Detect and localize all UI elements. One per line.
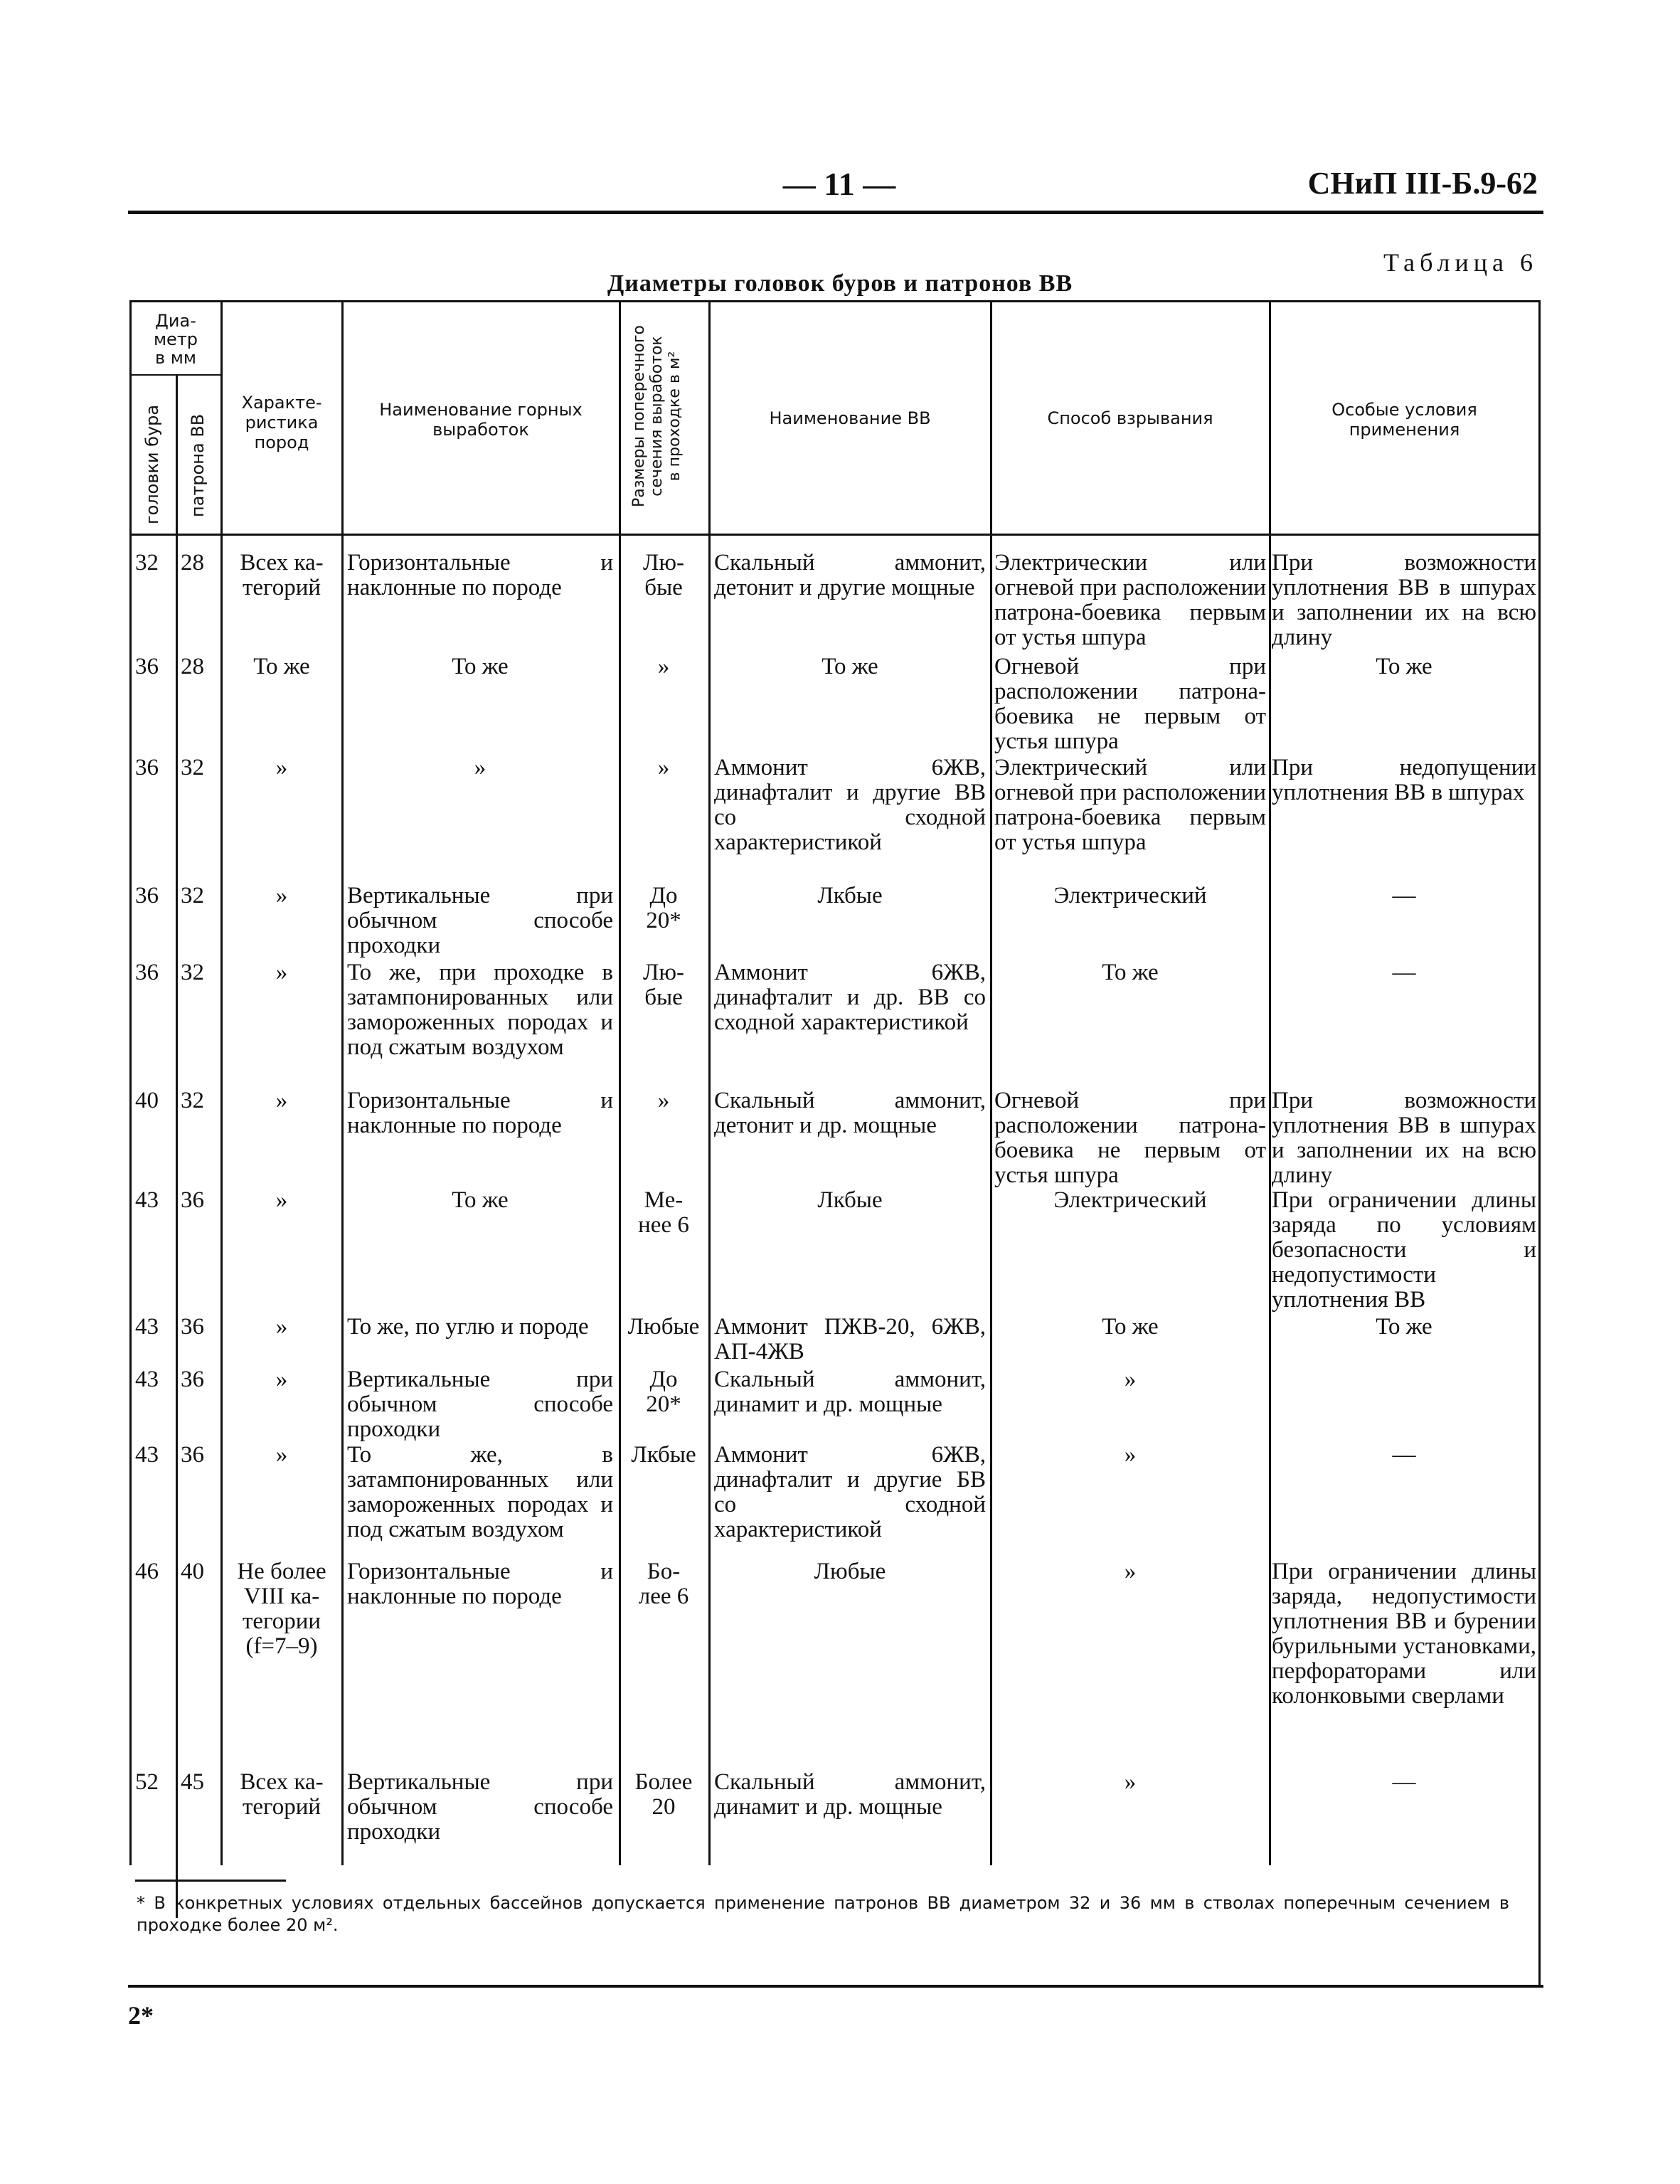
cell-workings: То же [452,1187,509,1213]
table-bottom-rule [128,1985,1543,1988]
cell-cartridge-diameter: 32 [181,960,204,985]
cell-explosive: Аммонит 6ЖВ, динафталит и другие БВ со сходной характеристикой [714,1442,986,1542]
table-label: Таблица 6 [1383,248,1538,277]
header-drill-head: головки бура [142,404,162,524]
cell-rock: То же [253,654,310,679]
cell-rock: » [275,1367,288,1392]
cell-explosive: Аммонит 6ЖВ, динафталит и др. ВВ со сходной характеристикой [714,960,986,1035]
cell-conditions: То же [1376,654,1432,679]
footnote-rule [135,1880,286,1882]
cell-blasting: » [1124,1367,1137,1392]
cell-workings: То же [452,654,509,679]
cell-section: Лю- бые [642,960,685,1010]
cell-cartridge-diameter: 28 [181,550,204,576]
cell-conditions: — [1392,960,1416,985]
sheet-signature-mark: 2* [128,2001,154,2030]
cell-section: » [657,1088,670,1113]
header-workings: Наименование горных выработок [379,400,583,440]
cell-drill-diameter: 43 [135,1314,159,1340]
header-cartridge: патрона ВВ [188,413,208,517]
cell-explosive: Скальный аммонит, динамит и др. мощные [714,1769,986,1820]
data-table [129,300,1541,1986]
cell-cartridge-diameter: 36 [181,1367,204,1392]
col-rule [1538,300,1541,1986]
cell-section: » [657,755,670,780]
header-rule [128,211,1543,214]
cell-explosive: Аммонит 6ЖВ, динафталит и другие ВВ со сходной характеристикой [714,755,986,855]
document-code: СНиП III-Б.9-62 [1307,166,1538,201]
cell-section: До 20* [646,883,681,933]
cell-conditions: При ограничении длины заряда, недопустимости уплотнения ВВ и бурении бурильными установками, перфораторами или колонковыми сверлами [1272,1559,1536,1709]
cell-rock: » [275,1187,288,1213]
header-blasting: Способ взрывания [1047,408,1213,428]
header-rock: Характе- ристика пород [241,393,322,452]
cell-drill-diameter: 36 [135,755,159,780]
cell-workings: То же, при проходке в затампонированных или замороженных породах и под сжатым воздухом [347,960,613,1060]
cell-cartridge-diameter: 28 [181,654,204,679]
cell-workings: Вертикальные при обычном способе проходки [347,1367,613,1442]
col-rule [341,300,344,1865]
cell-drill-diameter: 40 [135,1088,159,1113]
cell-conditions: То же [1376,1314,1432,1340]
cell-blasting: » [1124,1559,1137,1584]
cell-cartridge-diameter: 32 [181,755,204,780]
col-rule [619,300,621,1865]
cell-blasting: То же [1102,960,1159,985]
cell-drill-diameter: 43 [135,1367,159,1392]
cell-explosive: Лкбые [817,1187,883,1213]
cell-explosive: Скальный аммонит, детонит и другие мощные [714,550,986,600]
cell-blasting: Электрический [1053,883,1207,908]
cell-drill-diameter: 36 [135,654,159,679]
cell-rock: » [275,883,288,908]
cell-conditions: — [1392,883,1416,908]
cell-cartridge-diameter: 36 [181,1187,204,1213]
cell-blasting: Электрический [1053,1187,1207,1213]
col-rule [220,300,223,1865]
cell-workings: Горизонтальные и наклонные по породе [347,550,613,600]
cell-rock: » [275,1088,288,1113]
cell-blasting: Огневой при расположении патрона-боевика не первым от устья шпура [994,654,1266,754]
cell-section: » [657,654,670,679]
page-number: — 11 — [782,166,896,202]
cell-rock: Всех ка- тегорий [240,1769,324,1820]
cell-drill-diameter: 36 [135,883,159,908]
cell-rock: » [275,1314,288,1340]
cell-rock: » [275,1442,288,1468]
cell-conditions: При возможности уплотнения ВВ в шпурах и заполнении их на всю длину [1272,550,1536,650]
cell-workings: Вертикальные при обычном способе проходки [347,883,613,958]
cell-drill-diameter: 43 [135,1187,159,1213]
cell-blasting: » [1124,1769,1137,1795]
cell-drill-diameter: 46 [135,1559,159,1584]
cell-cartridge-diameter: 32 [181,883,204,908]
cell-workings: То же, по углю и породе [347,1314,589,1340]
cell-explosive: Скальный аммонит, детонит и др. мощные [714,1088,986,1138]
cell-blasting: Электрический или огневой при расположении патрона-боевика первым от устья шпура [994,755,1266,855]
cell-cartridge-diameter: 36 [181,1314,204,1340]
cell-section: До 20* [646,1367,681,1417]
table-title: Диаметры головок буров и патронов ВВ [607,270,1073,297]
cell-cartridge-diameter: 36 [181,1442,204,1468]
cell-rock: Всех ка- тегорий [240,550,324,600]
cell-drill-diameter: 43 [135,1442,159,1468]
cell-workings: Горизонтальные и наклонные по породе [347,1088,613,1138]
cell-section: Более 20 [634,1769,693,1820]
cell-cartridge-diameter: 45 [181,1769,204,1795]
cell-blasting: Электрическии или огневой при расположении патрона-боевика первым от устья шпура [994,550,1266,650]
col-rule [708,300,711,1865]
cell-workings: Горизонтальные и наклонные по породе [347,1559,613,1609]
cell-drill-diameter: 36 [135,960,159,985]
header-section: Размеры поперечного сечения выработок в проходке в м² [630,324,684,508]
cell-conditions: — [1392,1442,1416,1468]
cell-explosive: Скальный аммонит, динамит и др. мощные [714,1367,986,1417]
col-rule [990,300,992,1865]
cell-drill-diameter: 32 [135,550,159,576]
cell-section: Бо- лее 6 [638,1559,689,1609]
cell-section: Лкбые [631,1442,696,1468]
cell-explosive: Аммонит ПЖВ-20, 6ЖВ, АП-4ЖВ [714,1314,986,1364]
cell-blasting: Огневой при расположении патрона-боевика не первым от устья шпура [994,1088,1266,1188]
header-conditions: Особые условия применения [1331,400,1477,440]
col-rule [129,300,132,1865]
cell-workings: Вертикальные при обычном способе проходки [347,1769,613,1845]
cell-rock: » [275,960,288,985]
cell-conditions: — [1392,1769,1416,1795]
cell-explosive: То же [822,654,878,679]
cell-drill-diameter: 52 [135,1769,159,1795]
cell-conditions: При ограничении длины заряда по условиям безопасности и недопустимости уплотнения ВВ [1272,1187,1536,1313]
footnote: * В конкретных условиях отдельных бассейнов допускается применение патронов ВВ диаметром 32 и 36 мм в стволах поперечным сечением в проходке более 20 м². [137,1893,1509,1935]
cell-section: Ме- нее 6 [638,1187,689,1238]
cell-blasting: » [1124,1442,1137,1468]
header-explosive: Наименование ВВ [769,408,931,428]
col-rule [1269,300,1271,1865]
cell-cartridge-diameter: 32 [181,1088,204,1113]
cell-workings: То же, в затампонированных или замороженных породах и под сжатым воздухом [347,1442,613,1542]
header-diameter: Диа- метр в мм [153,311,198,368]
cell-section: Любые [627,1314,700,1340]
cell-section: Лю- бые [642,550,685,600]
col-rule [176,374,178,1918]
cell-conditions: При возможности уплотнения ВВ в шпурах и заполнении их на всю длину [1272,1088,1536,1188]
cell-rock: Не более VIII ка- тегории (f=7–9) [237,1559,326,1659]
cell-blasting: То же [1102,1314,1159,1340]
cell-explosive: Лкбые [817,883,883,908]
cell-rock: » [275,755,288,780]
cell-explosive: Любые [814,1559,886,1584]
cell-cartridge-diameter: 40 [181,1559,204,1584]
cell-conditions: При недопущении уплотнения ВВ в шпурах [1272,755,1536,805]
cell-workings: » [474,755,487,780]
